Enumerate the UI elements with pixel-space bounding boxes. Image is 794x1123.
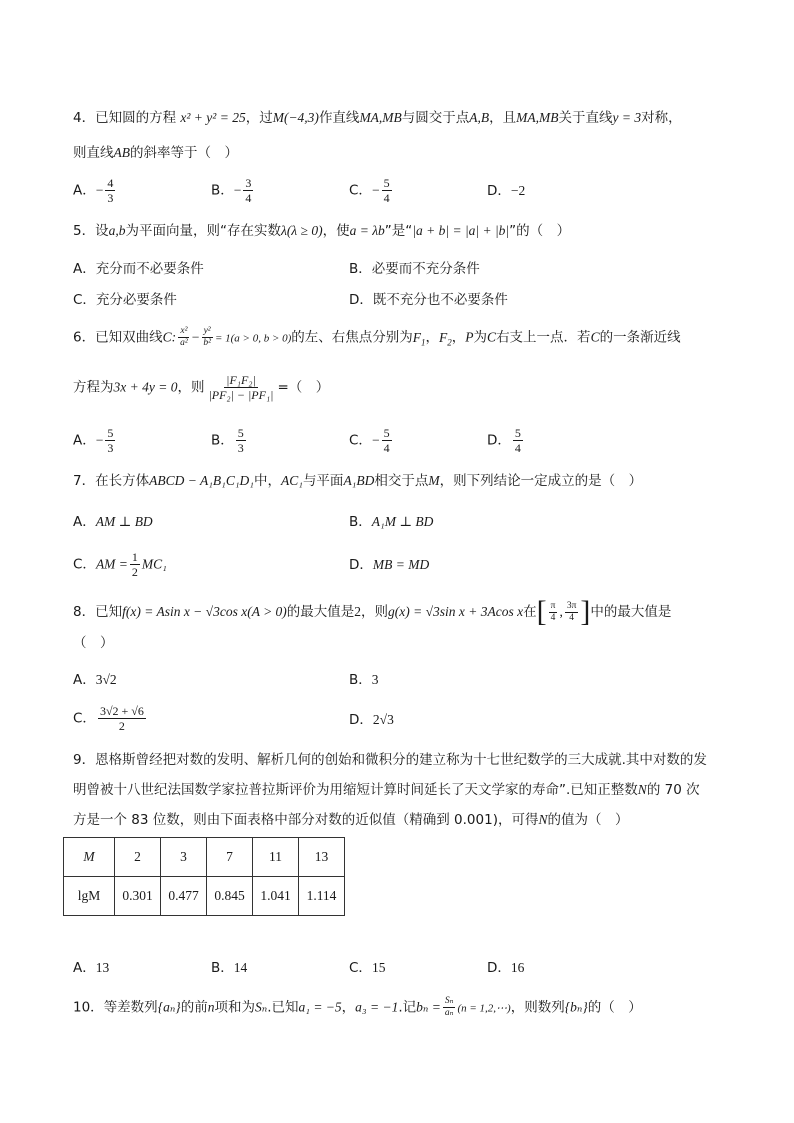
option-label: B． — [211, 432, 234, 449]
q10-range: (n = 1,2,⋯) — [457, 1002, 511, 1015]
q5-text: 设 — [95, 223, 109, 239]
option-text: 3 — [371, 672, 379, 687]
option-fraction — [105, 426, 115, 455]
q6-f2: $F_2$ — [439, 329, 452, 348]
numerator: 5 — [514, 426, 521, 440]
numerator: Sₙ — [444, 996, 454, 1006]
q4-text: ，过 — [245, 110, 273, 126]
q7-text: 与平面 — [302, 473, 344, 489]
q6-point: P — [465, 329, 474, 345]
q7-point: M — [428, 473, 440, 488]
q6-text: 的一条渐近线 — [599, 329, 681, 346]
option-fraction — [243, 176, 253, 205]
option-label: B． — [211, 182, 234, 199]
q9-text: 的值为（ ） — [547, 812, 629, 828]
table-row — [64, 877, 345, 916]
option-text: 充分而不必要条件 — [95, 261, 204, 277]
q6-curve: C — [590, 329, 600, 345]
q5-option-c[interactable] — [73, 290, 177, 310]
q5-vectors: a,b — [108, 223, 126, 238]
option-label: B． — [349, 261, 372, 277]
q4-option-a[interactable] — [73, 176, 117, 205]
q5-option-b[interactable] — [349, 259, 480, 279]
table-cell: 3 — [161, 838, 207, 877]
q10-text: .记 — [398, 999, 417, 1016]
numerator: 5 — [107, 426, 114, 440]
option-label: C． — [73, 710, 96, 727]
option-label: A． — [73, 514, 96, 530]
denominator: 2 — [118, 719, 125, 733]
option-label: B． — [211, 960, 234, 976]
q8-interval-start — [549, 601, 558, 624]
q6-line2 — [73, 373, 329, 402]
q10-a3: a₃ = −1 — [355, 999, 399, 1015]
table-cell: 0.477 — [161, 877, 207, 916]
q8-option-c[interactable] — [73, 704, 148, 733]
q6-line1: 6．已知双曲线C: $\frac{\text{x²}}{\text{a²}}$ − $\frac{\text{y²}}{\text{b²}}$ = 1(a > 0, b > 0)的左、右焦点分别为$F_1$，$F_2$，P为C右支上一点．若C的一条渐近线 — [73, 326, 681, 348]
option-text: 3√2 — [95, 672, 117, 687]
q6-f1: $F_1$ — [412, 329, 426, 348]
q8-option-b[interactable] — [349, 670, 379, 690]
q6-text: 为 — [473, 329, 488, 346]
denominator: 3 — [107, 441, 114, 455]
q4-symmetry-line: y = 3 — [612, 110, 642, 125]
q8-function-f: f(x) = Asin x − √3cos x(A > 0) — [122, 604, 287, 619]
option-label: D． — [487, 960, 511, 976]
q9-line2 — [73, 780, 700, 800]
option-sign: − — [371, 432, 380, 448]
q9-line3 — [73, 810, 628, 830]
q8-option-d[interactable] — [349, 710, 394, 730]
q10-sequence-a: {aₙ} — [157, 999, 181, 1015]
q9-text: 的 70 次 — [646, 782, 700, 798]
q10-text: 等差数列 — [103, 999, 158, 1016]
numerator: y² — [203, 326, 211, 336]
denominator: a² — [180, 338, 188, 348]
q6-text: 方程为 — [73, 379, 114, 396]
numerator: 3π — [566, 600, 577, 611]
q5-line1 — [73, 221, 570, 241]
q4-number: 4． — [73, 110, 96, 126]
q4-point: M(−4,3) — [272, 110, 319, 125]
option-text: A₁M ⊥ BD — [371, 514, 434, 529]
q10-sequence-b: {bₙ} — [564, 999, 588, 1015]
denominator: 4 — [550, 612, 556, 623]
option-text: 既不充分也不必要条件 — [372, 292, 508, 308]
q8-line2 — [73, 633, 114, 653]
denominator: 3 — [107, 191, 114, 205]
denominator: aₙ — [444, 1008, 454, 1018]
numerator: 1 — [131, 550, 138, 564]
q9-text: 方是一个 83 位数，则由下面表格中部分对数的近似值（精确到 0.001)，可得 — [73, 812, 539, 828]
option-label: C． — [73, 556, 96, 573]
denominator: |PF₂| − |PF₁| — [208, 388, 274, 402]
option-label: D． — [487, 183, 511, 199]
denominator: 4 — [245, 191, 252, 205]
option-fraction — [513, 426, 523, 455]
option-text: −2 — [510, 183, 526, 198]
q6-y-frac — [201, 326, 213, 349]
option-text: 2√3 — [372, 712, 394, 727]
table-cell: 0.301 — [115, 877, 161, 916]
q6-text: =（ ） — [277, 379, 330, 396]
q9-option-a[interactable] — [73, 958, 109, 978]
q9-option-c[interactable] — [349, 958, 385, 978]
q6-option-b[interactable] — [211, 426, 248, 455]
q4-text: 则直线 — [73, 145, 114, 161]
q10-sum: Sₙ — [254, 999, 268, 1015]
option-label: D． — [349, 557, 373, 573]
q10-text: 项和为 — [214, 999, 255, 1016]
q7-option-c[interactable] — [73, 550, 167, 579]
numerator: 3√2 + √6 — [99, 704, 144, 718]
table-cell: 11 — [253, 838, 299, 877]
q6-option-a[interactable] — [73, 426, 117, 455]
q6-curve: C — [487, 329, 497, 345]
option-label: D． — [349, 292, 373, 308]
q5-condition: a = λb — [349, 223, 385, 238]
q10-text: ， — [341, 999, 356, 1016]
q8-number: 8． — [73, 604, 96, 620]
option-text: 必要而不充分条件 — [371, 261, 480, 277]
q5-option-d[interactable] — [349, 290, 508, 310]
q7-plane: A₁BD — [343, 473, 375, 488]
numerator: 4 — [107, 176, 114, 190]
q4-line1 — [73, 108, 682, 128]
numerator: |F₁F₂| — [226, 373, 256, 387]
q10-text: .已知 — [267, 999, 299, 1016]
q8-right-bracket: ] — [580, 595, 591, 628]
q7-text: 中， — [253, 473, 281, 489]
q6-f2-letter: F — [439, 329, 448, 345]
q6-text: 的左、右焦点分别为 — [291, 329, 413, 346]
option-label: C． — [73, 292, 96, 308]
q4-text: 与圆交于点 — [401, 110, 470, 126]
q7-option-a[interactable] — [73, 512, 153, 532]
q4-text: 的斜率等于（ ） — [130, 145, 238, 161]
option-text: 13 — [95, 960, 110, 975]
q4-points: A,B — [469, 110, 490, 125]
q4-option-b[interactable] — [211, 176, 255, 205]
denominator: 4 — [383, 191, 390, 205]
numerator: 5 — [383, 176, 390, 190]
table-cell: 2 — [115, 838, 161, 877]
table-cell: 1.114 — [299, 877, 345, 916]
denominator: 4 — [514, 441, 521, 455]
q8-text: 中的最大值是 — [590, 604, 672, 620]
q6-condition: = 1(a > 0, b > 0) — [214, 332, 292, 345]
q4-text: 对称， — [641, 110, 682, 126]
q4-text: 作直线 — [318, 110, 360, 126]
q6-text: ，则 — [177, 379, 205, 396]
q6-option-d[interactable] — [487, 426, 525, 455]
q5-text: ，使 — [322, 223, 350, 239]
q5-option-a[interactable] — [73, 259, 204, 279]
option-label: C． — [349, 432, 372, 449]
q6-curve: C: — [162, 329, 177, 345]
q5-text: 为平面向量，则“存在实数 — [125, 223, 281, 239]
q6-ratio — [206, 373, 275, 402]
option-label: B． — [349, 514, 372, 530]
option-text: AM = — [95, 556, 128, 572]
option-text: 16 — [510, 960, 525, 975]
option-sign: − — [95, 182, 104, 198]
table-cell: lgM — [64, 877, 115, 916]
q6-number: 6． — [73, 329, 96, 346]
table-cell: M — [64, 838, 115, 877]
q6-text: 右支上一点．若 — [496, 329, 591, 346]
numerator: 3 — [245, 176, 252, 190]
option-fraction — [98, 704, 146, 733]
q4-option-c[interactable] — [349, 176, 394, 205]
denominator: b² — [203, 338, 211, 348]
q10-text: 的（ ） — [587, 999, 642, 1016]
q10-text: ，则数列 — [510, 999, 565, 1016]
option-text: 充分必要条件 — [95, 292, 177, 308]
option-text: 14 — [233, 960, 248, 975]
table-cell: 0.845 — [207, 877, 253, 916]
denominator: 4 — [383, 441, 390, 455]
table-cell: 13 — [299, 838, 345, 877]
option-sign: − — [95, 432, 104, 448]
q4-line2 — [73, 143, 238, 163]
q9-number: 9． — [73, 752, 96, 768]
q9-text: 恩格斯曾经把对数的发明、解析几何的创始和微积分的建立称为十七世纪数学的三大成就.其中对数的发 — [95, 752, 707, 768]
q8-left-bracket: [ — [536, 595, 547, 628]
option-sign: − — [371, 182, 380, 198]
q7-option-b[interactable] — [349, 512, 433, 532]
q9-variable: N — [637, 782, 647, 797]
q5-condition2: |a + b| = |a| + |b| — [412, 223, 510, 238]
q6-asymptote: 3x + 4y = 0 — [113, 379, 178, 395]
q5-lambda: λ(λ ≥ 0) — [280, 223, 323, 238]
denominator: 2 — [131, 565, 138, 579]
numerator: π — [550, 600, 556, 611]
option-label: C． — [349, 960, 372, 976]
numerator: 5 — [383, 426, 390, 440]
q10-n: n — [207, 999, 215, 1015]
q7-diagonal: AC₁ — [280, 473, 303, 488]
table-cell: 7 — [207, 838, 253, 877]
q8-text: 在 — [523, 604, 537, 620]
q4-option-d[interactable] — [487, 181, 525, 201]
q9-variable: N — [538, 812, 548, 827]
option-fraction — [105, 176, 115, 205]
option-text: AM ⊥ BD — [95, 514, 153, 529]
q7-solid: ABCD − A₁B₁C₁D₁ — [149, 473, 254, 488]
q4-text: 关于直线 — [558, 110, 613, 126]
q7-number: 7． — [73, 473, 96, 489]
q10-a1: a₁ = −5 — [298, 999, 342, 1015]
q8-max: 2 — [354, 604, 362, 619]
q4-text: ，且 — [489, 110, 517, 126]
denominator: 3 — [237, 441, 244, 455]
q10-bn: bₙ = — [416, 999, 441, 1015]
q8-text: 的最大值是 — [286, 604, 355, 620]
q8-interval-end — [565, 601, 579, 624]
q5-text: ”是“ — [384, 223, 413, 239]
numerator: x² — [180, 326, 188, 336]
q8-text: 已知 — [95, 604, 123, 620]
q7-text: 相交于点 — [374, 473, 429, 489]
option-fraction — [382, 426, 392, 455]
q7-text: 在长方体 — [95, 473, 150, 489]
denominator: 4 — [569, 612, 574, 623]
q8-text: （ ） — [73, 635, 114, 651]
q7-text: ，则下列结论一定成立的是（ ） — [439, 473, 643, 489]
option-label: A． — [73, 261, 96, 277]
q9-text: 明曾被十八世纪法国数学家拉普拉斯评价为用缩短计算时间延长了天文学家的寿命”.已知正整数 — [73, 782, 638, 798]
q4-lines: MA,MB — [359, 110, 402, 125]
option-fraction — [236, 426, 246, 455]
q6-f1-letter: F — [412, 329, 422, 345]
option-label: C． — [349, 182, 372, 199]
numerator: 5 — [237, 426, 244, 440]
q5-text: ”的（ ） — [509, 223, 571, 239]
option-label: D． — [487, 432, 511, 449]
q7-line1 — [73, 471, 642, 491]
q10-text: 的前 — [180, 999, 208, 1016]
q8-option-a[interactable] — [73, 670, 117, 690]
q8-text: ，则 — [361, 604, 389, 620]
option-label: A． — [73, 960, 96, 976]
q4-circle-equation: x² + y² = 25 — [180, 110, 246, 125]
q4-lines: MA,MB — [516, 110, 559, 125]
q10-number: 10． — [73, 999, 104, 1016]
q6-x-frac — [178, 326, 190, 349]
option-sign: − — [233, 182, 242, 198]
option-fraction — [130, 550, 140, 579]
q6-text: ， — [451, 329, 466, 346]
option-label: B． — [349, 672, 372, 688]
q10-line1 — [73, 996, 642, 1019]
option-label: A． — [73, 182, 96, 199]
table-cell: 1.041 — [253, 877, 299, 916]
option-label: D． — [349, 712, 373, 728]
q9-log-table — [63, 837, 345, 916]
q6-text: 已知双曲线 — [95, 329, 163, 346]
option-label: A． — [73, 672, 96, 688]
option-fraction — [382, 176, 392, 205]
q9-line1 — [73, 750, 707, 770]
table-row — [64, 838, 345, 877]
q10-fraction — [443, 996, 456, 1019]
option-text: MC₁ — [141, 556, 167, 572]
q7-option-d[interactable] — [349, 555, 429, 575]
q4-text: 已知圆的方程 — [95, 110, 177, 126]
q8-line1: 8．已知f(x) = Asin x − √3cos x(A > 0)的最大值是2，则g(x) = √3sin x + 3Acos x在[ $\frac{\pi}{4}$ , $\frac{3\pi}{4}$ ]中的最大值是 — [73, 595, 672, 628]
q4-line-ab: AB — [113, 145, 130, 160]
option-text: 15 — [371, 960, 386, 975]
q5-number: 5． — [73, 223, 96, 239]
q8-function-g: g(x) = √3sin x + 3Acos x — [388, 604, 524, 619]
q6-option-c[interactable] — [349, 426, 394, 455]
option-label: A． — [73, 432, 96, 449]
q9-option-b[interactable] — [211, 958, 247, 978]
option-text: MB = MD — [372, 557, 430, 572]
q9-option-d[interactable] — [487, 958, 524, 978]
